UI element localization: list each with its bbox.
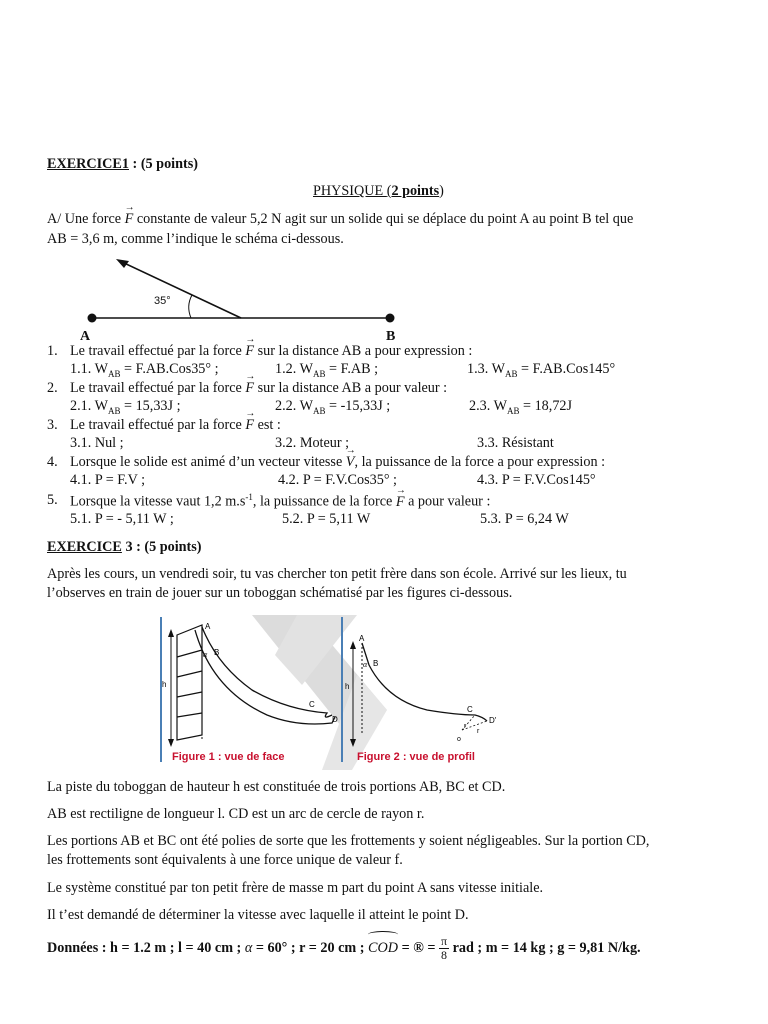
fig2-label-h: h (345, 682, 350, 691)
option-1-2[interactable] (275, 361, 378, 379)
force-arrow-line (122, 262, 241, 318)
q-num: 5. (47, 492, 58, 508)
intro-line-2: AB = 3,6 m, comme l’indique le schéma ci-dessous. (47, 231, 344, 247)
force-vector-symbol: → F (396, 494, 405, 511)
q-text: Le travail effectué par la force (70, 343, 246, 359)
q-num: 1. (47, 343, 58, 359)
question-4 (47, 454, 58, 471)
option-1-1[interactable] (70, 361, 219, 379)
q-text: a pour valeur : (404, 493, 491, 510)
option-5-3[interactable]: 5.3. P = 6,24 W (480, 511, 569, 527)
opt-sub: AB (504, 368, 518, 379)
physique-points: 2 points (391, 183, 440, 199)
ex3-paragraph-line-2: l’observes en train de jouer sur un toboggan schématisé par les figures ci-dessous. (47, 585, 513, 601)
watermark-shape (252, 615, 387, 770)
fig2-label-r2: r (477, 728, 480, 735)
point-a-dot (88, 314, 97, 323)
opt-sub: AB (312, 368, 326, 379)
opt: 1.1. W (70, 361, 108, 377)
fig1-label-d: D (332, 715, 338, 724)
donnees-text: = ® = (398, 940, 439, 956)
fig2-label-b: B (373, 659, 379, 668)
option-3-3[interactable]: 3.3. Résistant (477, 435, 554, 451)
donnees-text: rad ; m = 14 kg ; g = 9,81 N/kg. (449, 940, 641, 956)
point-b-dot (386, 314, 395, 323)
q-text: Le travail effectué par la force (70, 380, 246, 396)
opt: 2.2. W (275, 398, 313, 414)
fig2-label-c: C (467, 705, 473, 714)
fig1-label-c: C (309, 700, 315, 709)
physique-label: PHYSIQUE (313, 183, 387, 199)
point-a-label: A (80, 329, 91, 344)
intro-line-1 (47, 211, 633, 228)
paragraph-friction-line-2: les frottements sont équivalents à une force unique de valeur f. (47, 852, 403, 868)
q-text: , la puissance de la force (252, 493, 396, 510)
fig2-label-a: A (359, 634, 365, 643)
q-text: sur la distance AB a pour expression : (254, 343, 473, 359)
velocity-vector-symbol: → V (346, 454, 355, 471)
option-2-3[interactable] (469, 398, 572, 416)
force-vector-symbol: → F (125, 211, 134, 228)
opt-sub: AB (107, 405, 121, 416)
exercise1-heading (47, 156, 198, 173)
option-4-2[interactable]: 4.2. P = F.V.Cos35° ; (278, 472, 397, 488)
option-3-1[interactable]: 3.1. Nul ; (70, 435, 124, 451)
opt: 2.1. W (70, 398, 108, 414)
question-4-text (70, 454, 605, 471)
opt: = F.AB.Cos35° ; (120, 361, 219, 377)
exercise3-heading (47, 539, 202, 556)
option-2-1[interactable] (70, 398, 181, 416)
option-4-1[interactable]: 4.1. P = F.V ; (70, 472, 146, 488)
opt: 1.2. W (275, 361, 313, 377)
opt: = -15,33J ; (325, 398, 391, 414)
q-text: Le travail effectué par la force (70, 417, 246, 433)
opt: 1.3. W (467, 361, 505, 377)
figure-1-left-border (160, 617, 162, 762)
opt: = F.AB.Cos145° (517, 361, 616, 377)
question-3-text (70, 417, 281, 434)
q-num: 4. (47, 454, 58, 470)
fig2-label-alpha: α (363, 660, 368, 669)
opt: = F.AB ; (325, 361, 379, 377)
alpha-symbol: α (244, 940, 253, 956)
force-diagram (60, 250, 420, 345)
angle-arc (189, 295, 192, 318)
donnees-line (47, 935, 641, 962)
toboggan-figures (157, 615, 497, 770)
ex3-paragraph-line-1: Après les cours, un vendredi soir, tu vas chercher ton petit frère dans son école. Arrivé sur les lieux, tu (47, 566, 627, 582)
opt-sub: AB (312, 405, 326, 416)
option-1-3[interactable] (467, 361, 615, 379)
fig1-label-a: A (205, 622, 211, 631)
q-text: est : (254, 417, 281, 433)
opt: 2.3. W (469, 398, 507, 414)
fig1-label-b: B (214, 648, 220, 657)
q-text: Lorsque la vitesse vaut 1,2 m.s (70, 493, 246, 510)
question-2-text (70, 380, 447, 397)
force-vector-symbol: → F (245, 417, 254, 434)
paragraph-system: Le système constitué par ton petit frère de masse m part du point A sans vitesse initiale. (47, 880, 544, 896)
question-1-text (70, 343, 472, 360)
opt: = 18,72J (519, 398, 573, 414)
option-5-1[interactable]: 5.1. P = - 5,11 W ; (70, 511, 174, 527)
pi-over-8-fraction (439, 935, 449, 962)
intro-text: constante de valeur 5,2 N agit sur un solide qui se déplace du point A au point B tel que (133, 211, 634, 227)
exercise3-title: EXERCICE (47, 539, 122, 555)
exercise1-points: : (5 points) (129, 156, 198, 172)
opt-sub: AB (107, 368, 121, 379)
question-3 (47, 417, 58, 434)
paragraph-ab-cd: AB est rectiligne de longueur l. CD est un arc de cercle de rayon r. (47, 806, 425, 822)
physique-close: ) (439, 183, 444, 199)
question-5-text (70, 492, 490, 511)
fig2-label-o: o (457, 736, 461, 743)
paragraph-friction-line-1: Les portions AB et BC ont été polies de sorte que les frottements y soient négligeables. Sur la portion CD, (47, 833, 650, 849)
fraction-numerator: π (440, 934, 448, 949)
figure-divider (341, 617, 343, 762)
fig1-label-alpha: α (203, 650, 208, 659)
q-num: 3. (47, 417, 58, 433)
exercise1-title: EXERCICE1 (47, 156, 129, 172)
fig2-label-d: D' (489, 716, 497, 725)
donnees-text: = 60° ; r = 20 cm ; (252, 940, 369, 956)
intro-text: A/ Une force (47, 211, 125, 227)
fig1-label-h: h (162, 680, 167, 689)
question-1 (47, 343, 58, 360)
opt-sub: AB (506, 405, 520, 416)
q-sup: -1 (245, 492, 253, 502)
force-arrowhead (116, 259, 129, 268)
point-b-label: B (386, 329, 396, 344)
physique-open: ( (386, 183, 392, 199)
fig2-label-r1: r (464, 723, 467, 730)
force-vector-symbol: → F (245, 380, 254, 397)
force-vector-symbol: → F (245, 343, 254, 360)
donnees-text: Données : h = 1.2 m ; l = 40 cm ; (47, 940, 245, 956)
question-5 (47, 492, 58, 509)
figure-2-caption: Figure 2 : vue de profil (357, 751, 475, 763)
option-3-2[interactable]: 3.2. Moteur ; (275, 435, 350, 451)
opt: = 15,33J ; (120, 398, 181, 414)
q-text: sur la distance AB a pour valeur : (254, 380, 448, 396)
figure-1-caption: Figure 1 : vue de face (172, 751, 285, 763)
question-2 (47, 380, 58, 397)
fraction-denominator: 8 (441, 948, 448, 963)
option-4-3[interactable]: 4.3. P = F.V.Cos145° (477, 472, 596, 488)
paragraph-portions: La piste du toboggan de hauteur h est constituée de trois portions AB, BC et CD. (47, 779, 506, 795)
q-text: Lorsque le solide est animé d’un vecteur vitesse (70, 454, 346, 470)
option-5-2[interactable]: 5.2. P = 5,11 W (282, 511, 371, 527)
q-num: 2. (47, 380, 58, 396)
cod-angle-symbol: COD (368, 935, 398, 961)
angle-label: 35° (154, 295, 171, 307)
exercise3-points: 3 : (5 points) (121, 539, 202, 555)
physique-heading (313, 183, 444, 200)
q-text: , la puissance de la force a pour expression : (354, 454, 606, 470)
paragraph-question: Il t’est demandé de déterminer la vitesse avec laquelle il atteint le point D. (47, 907, 469, 923)
option-2-2[interactable] (275, 398, 390, 416)
